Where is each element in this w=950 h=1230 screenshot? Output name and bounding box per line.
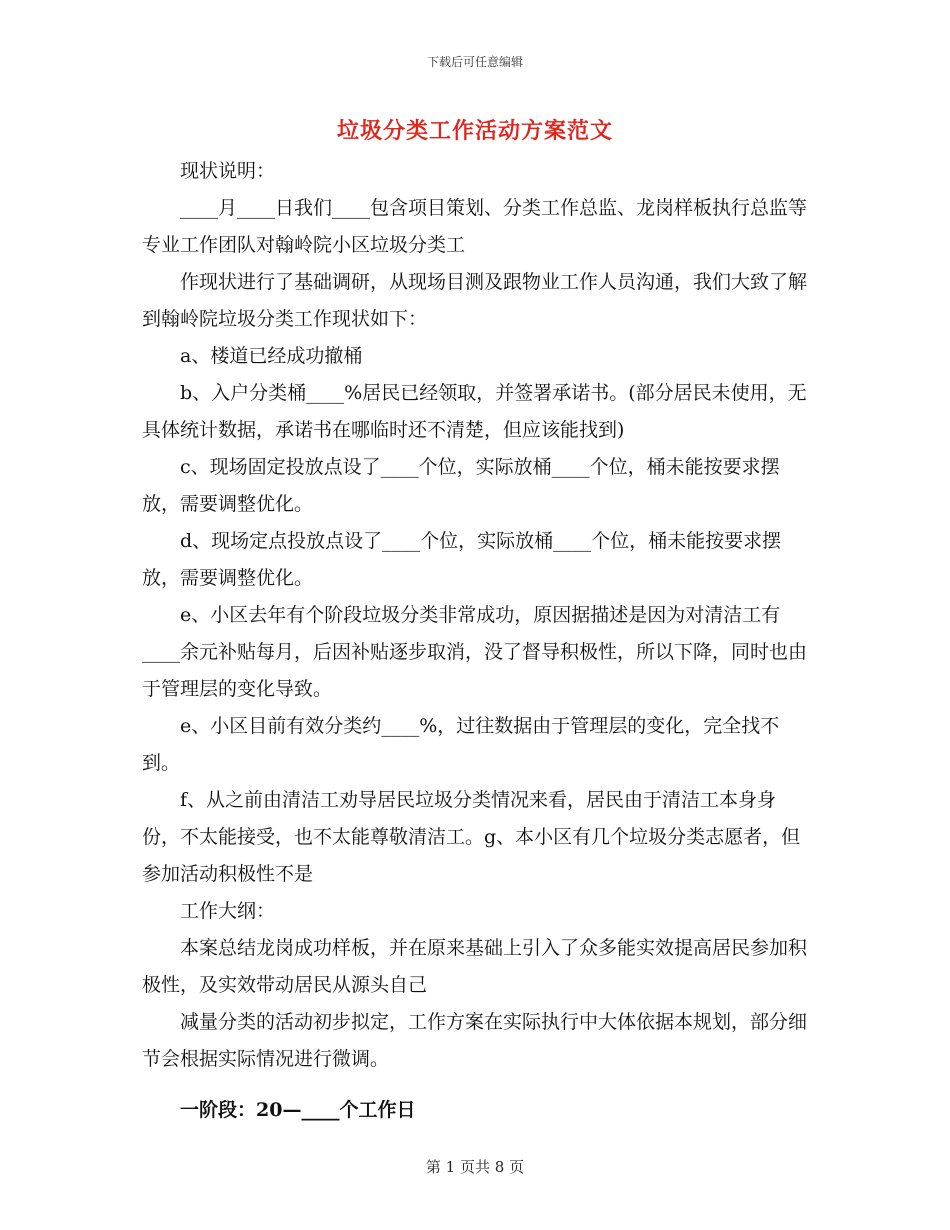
status-heading: 现状说明： bbox=[180, 160, 276, 182]
paragraph-survey: 作现状进行了基础调研，从现场目测及跟物业工作人员沟通，我们大致了解到翰岭院垃圾分类工作现状如下： bbox=[142, 271, 808, 330]
list-item-b: b、入户分类桶____%居民已经领取，并签署承诺书。(部分居民未使用，无具体统计数据，承诺书在哪临时还不清楚，但应该能找到) bbox=[142, 382, 807, 441]
paragraph-outline-2: 减量分类的活动初步拟定，工作方案在实际执行中大体依据本规划，部分细节会根据实际情况进行微调。 bbox=[142, 1011, 808, 1070]
paragraph-outline-1: 本案总结龙岗成功样板，并在原来基础上引入了众多能实效提高居民参加积极性，及实效带动居民从源头自己 bbox=[142, 937, 808, 996]
page-footer: 第 1 页共 8 页 bbox=[425, 1158, 525, 1176]
outline-heading: 工作大纲： bbox=[180, 900, 276, 922]
list-item-c: c、现场固定投放点设了____个位，实际放桶____个位，桶未能按要求摆放，需要调整优化。 bbox=[142, 456, 780, 515]
list-item-e1: e、小区去年有个阶段垃圾分类非常成功，原因据描述是因为对清洁工有____余元补贴每月，后因补贴逐步取消，没了督导积极性，所以下降，同时也由于管理层的变化导致。 bbox=[142, 604, 808, 700]
list-item-a: a、楼道已经成功撤桶 bbox=[180, 345, 363, 367]
document-body bbox=[142, 153, 810, 1129]
section-heading: 一阶段：20—____个工作日 bbox=[180, 1099, 416, 1121]
page-header-note: 下载后可任意编辑 bbox=[426, 55, 523, 69]
list-item-d: d、现场定点投放点设了____个位，实际放桶____个位，桶未能按要求摆放，需要调整优化。 bbox=[142, 530, 782, 589]
list-item-e2: e、小区目前有效分类约____%，过往数据由于管理层的变化，完全找不到。 bbox=[142, 715, 780, 774]
list-item-f: f、从之前由清洁工劝导居民垃圾分类情况来看，居民由于清洁工本身身份，不太能接受，也不太能尊敬清洁工。g、本小区有几个垃圾分类志愿者，但参加活动积极性不是 bbox=[142, 789, 801, 885]
document-title: 垃圾分类工作活动方案范文 bbox=[336, 118, 613, 144]
paragraph-intro: ____月____日我们____包含项目策划、分类工作总监、龙岗样板执行总监等专业工作团队对翰岭院小区垃圾分类工 bbox=[142, 197, 808, 256]
